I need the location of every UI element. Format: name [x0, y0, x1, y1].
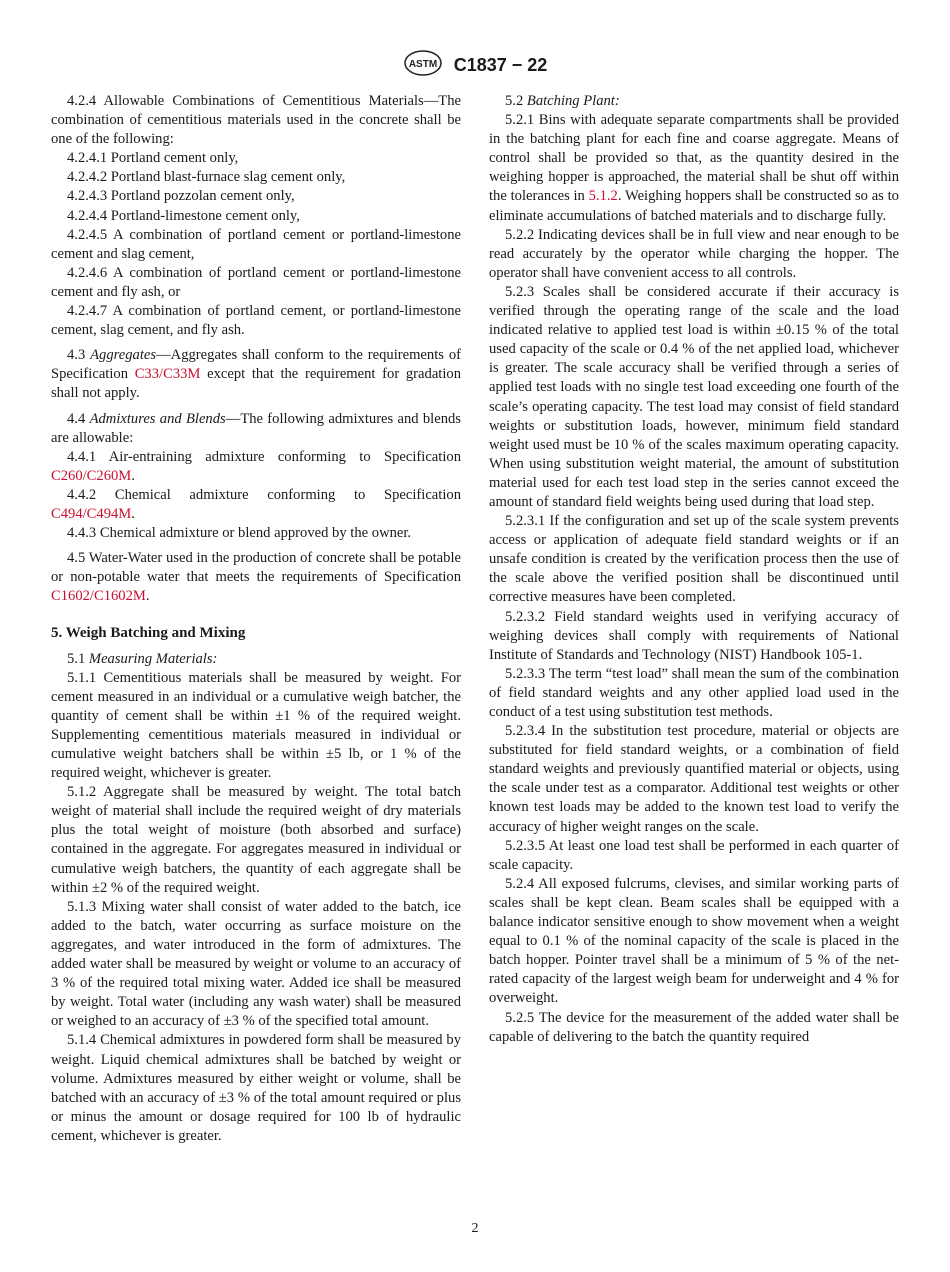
- para-4-4-2: 4.4.2 Chemical admixture conforming to Specification C494/C494M.: [51, 486, 461, 522]
- para-text: —The following admixtures and blends are allowable:: [51, 410, 461, 446]
- page-header: [0, 50, 950, 81]
- para-text: except that the requirement for gradation shall not apply.: [51, 366, 461, 402]
- para-5-2-3-5: 5.2.3.5 At least one load test shall be performed in each quarter of scale capacity.: [489, 837, 899, 873]
- para-4-2-4-1: 4.2.4.1 Portland cement only,: [67, 150, 239, 167]
- para-5-2-4: 5.2.4 All exposed fulcrums, clevises, and similar working parts of scales shall be kept clean. Beam scales shall be equipped with a balance indicator sensitive enough to show movement when a weight equal to 0.1 % of the nominal capacity of the scale is placed in the batch hopper. Pointer travel shall be a minimum of 5 % of the net-rated capacity of the largest weigh beam for underweight and 4 % for overweight.: [489, 875, 899, 1007]
- para-number: 5.1: [67, 650, 86, 667]
- para-number: 5.2: [505, 93, 524, 109]
- link-c33[interactable]: C33/C33M: [134, 366, 201, 383]
- para-text: 5.2.1 Bins with adequate separate compartments shall be provided in the batching plant for each fine and coarse aggregate. Means of control shall be provided so that, as the quantity desired in the weighing hopper is approached, the material shall be shut off within the tolerances in: [489, 112, 899, 205]
- page-number: 2: [471, 1221, 479, 1236]
- para-4-4-1: 4.4.1 Air-entraining admixture conforming to Specification C260/C260M.: [51, 448, 461, 484]
- para-text: —Aggregates shall conform to the requirements of Specification: [51, 347, 461, 383]
- para-5-2-1: [489, 111, 899, 226]
- para-5-1: [51, 650, 461, 669]
- para-5-2-2: 5.2.2 Indicating devices shall be in full view and near enough to be read accurately by the operator while charging the hopper. The operator shall have convenient access to all controls.: [489, 226, 899, 281]
- astm-logo-icon: [403, 50, 443, 81]
- para-4-2-4: 4.2.4 Allowable Combinations of Cementitious Materials—The combination of cementitious materials used in the concrete shall be one of the following:: [51, 93, 461, 148]
- para-4-5: 4.5 Water-Water used in the production of concrete shall be potable or non-potable water that meets the requirements of Specification C1602/C1602M.: [51, 550, 461, 605]
- para-5-2-3-1: 5.2.3.1 If the configuration and set up of the scale system prevents access or application of adequate field standard weights or if an unsafe condition is created by the verification process then the use of the scale above the verified position shall be discontinued until corrective measures have been completed.: [489, 513, 899, 606]
- para-text: . Weighing hoppers shall be constructed so as to eliminate accumulations of batched materials and to discharge fully.: [489, 188, 899, 224]
- para-5-1-3: 5.1.3 Mixing water shall consist of water added to the batch, ice added to the batch, water occurring as surface moisture on the aggregates, and water introduced in the form of admixtures. The added water shall be measured by weight or volume to an accuracy of 3 % of the required total mixing water. Added ice shall be measured by weight. Total water (including any wash water) shall be measured or weighed to an accuracy of ±3 % of the specified total amount.: [51, 898, 461, 1030]
- para-title: Admixtures and Blends: [89, 410, 226, 427]
- para-4-2-4-2: 4.2.4.2 Portland blast-furnace slag cement only,: [67, 169, 346, 186]
- logo-text: ASTM: [408, 59, 437, 70]
- left-column: [51, 92, 461, 1146]
- para-number: 4.4: [67, 410, 86, 427]
- para-4-4-3: 4.4.3 Chemical admixture or blend approved by the owner.: [67, 525, 412, 542]
- para-4-3: [51, 346, 461, 403]
- para-5-2-5: 5.2.5 The device for the measurement of the added water shall be capable of delivering to the batch the quantity required: [489, 1009, 899, 1045]
- para-5-2-3-4: 5.2.3.4 In the substitution test procedure, material or objects are substituted for field standard weights, or a combination of field standard weights and previously quantified material or objects, using the scale under test as a comparator. Additional test weights or other known test loads may be added to the known test load to verify the accuracy of higher weight ranges on the scale.: [489, 723, 899, 835]
- para-title: Aggregates: [90, 347, 157, 364]
- para-4-2-4-3: 4.2.4.3 Portland pozzolan cement only,: [67, 188, 295, 205]
- para-4-2-4-5: 4.2.4.5 A combination of portland cement or portland-limestone cement and slag cement,: [51, 226, 461, 262]
- link-c260[interactable]: C260/C260M: [51, 467, 132, 484]
- para-4-2-4-6: 4.2.4.6 A combination of portland cement or portland-limestone cement and fly ash, or: [51, 264, 461, 300]
- para-text: 4.4.1 Air-entraining admixture conforming to Specification: [67, 448, 461, 465]
- link-5-1-2[interactable]: 5.1.2: [588, 188, 618, 205]
- para-title: Measuring Materials:: [88, 650, 218, 667]
- para-4-2-4-7: 4.2.4.7 A combination of portland cement, or portland-limestone cement, slag cement, and fly ash.: [51, 303, 461, 339]
- para-5-2-3-2: 5.2.3.2 Field standard weights used in verifying accuracy of weighing devices shall comply with requirements of National Institute of Standards and Technology (NIST) Handbook 105-1.: [489, 608, 899, 663]
- para-5-2-3: 5.2.3 Scales shall be considered accurate if their accuracy is verified through the operating range of the scale and the load indicated relative to applied test load is within ±0.15 % of the total used capacity of the scale or 0.4 % of the net applied load, whichever is greater. The scale accuracy shall be verified through a series of applied test loads with no single test load exceeding one fourth of the scale’s operating capacity. The test load may consist of field standard weights or substitution loads, however, minimum field standard weight used must be 10 % of the scales maximum operating capacity. When using substitution weight material, the amount of substitution material used for each test load step in the series cannot exceed the amount of standard field weights being used during that load step.: [489, 283, 899, 510]
- link-c494[interactable]: C494/C494M: [51, 505, 132, 522]
- para-5-2: [489, 92, 899, 111]
- para-text: 4.4.2 Chemical admixture conforming to Specification: [67, 486, 461, 503]
- right-column: [489, 92, 899, 1047]
- para-number: 4.3: [67, 347, 86, 364]
- para-4-4: [51, 410, 461, 448]
- para-5-2-3-3: 5.2.3.3 The term “test load” shall mean the sum of the combination of field standard weights and any other applied load used in the conduct of a test using substitution test methods.: [489, 665, 899, 720]
- para-title: Batching Plant:: [526, 93, 620, 109]
- link-c1602[interactable]: C1602/C1602M: [51, 588, 146, 605]
- para-4-2-4-4: 4.2.4.4 Portland-limestone cement only,: [67, 207, 300, 224]
- section-heading-5: 5. Weigh Batching and Mixing: [51, 625, 246, 642]
- para-5-1-4: 5.1.4 Chemical admixtures in powdered form shall be measured by weight. Liquid chemical admixtures shall be batched by weight or volume. Admixtures measured by either weight or volume, shall be batched with an accuracy of ±3 % of the total amount required or plus or minus the amount or dosage required for 100 lb of hydraulic cement, whichever is greater.: [51, 1032, 461, 1144]
- para-text: 4.5 Water-Water used in the production of concrete shall be potable or non-potable water that meets the requirements of Specification: [51, 550, 461, 586]
- para-5-1-1: 5.1.1 Cementitious materials shall be measured by weight. For cement measured in an individual or a cumulative weigh batcher, the quantity of cement shall be within ±1 % of the required weight. Supplementing cementitious materials measured in individual or cumulative weight batchers shall be within ±5 lb, or 1 % of the required weight, whichever is greater.: [51, 669, 461, 782]
- document-code: C1837 − 22: [453, 55, 548, 75]
- para-5-1-2: 5.1.2 Aggregate shall be measured by weight. The total batch weight of material shall include the required weight of dry materials plus the total weight of moisture (both absorbed and surface) contained in the aggregate. For aggregates measured in individual or cumulative weigh batchers, the quantity of each aggregate shall be within ±2 % of the required weight.: [51, 784, 461, 896]
